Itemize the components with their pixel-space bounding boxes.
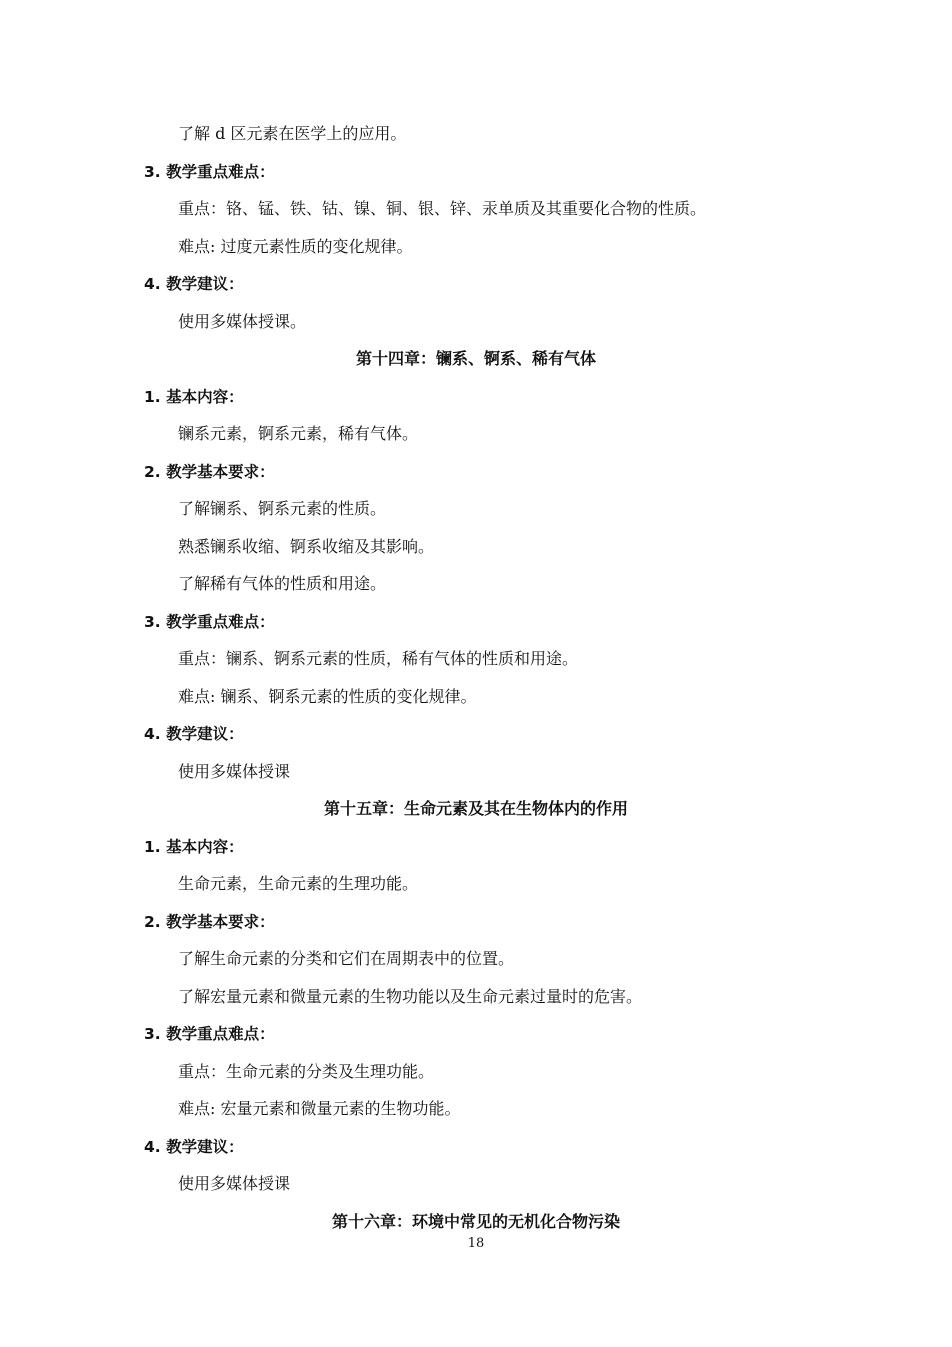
body-text-line: 生命元素，生命元素的生理功能。: [178, 874, 419, 893]
section-heading: 1. 基本内容：: [144, 388, 244, 406]
body-text-line: 使用多媒体授课: [178, 1174, 291, 1193]
chapter-title: 第十六章：环境中常见的无机化合物污染: [331, 1212, 620, 1231]
section-heading: 3. 教学重点难点：: [144, 613, 275, 631]
body-text-line: 了解 d 区元素在医学上的应用。: [178, 124, 407, 143]
body-text-line: 了解镧系、锕系元素的性质。: [178, 499, 387, 518]
section-heading: 4. 教学建议：: [144, 725, 244, 743]
body-text-line: 镧系元素，锕系元素，稀有气体。: [178, 424, 419, 443]
body-text-line: 了解生命元素的分类和它们在周期表中的位置。: [178, 949, 515, 968]
section-heading: 3. 教学重点难点：: [144, 1025, 275, 1043]
section-heading: 1. 基本内容：: [144, 838, 244, 856]
section-heading: 2. 教学基本要求：: [144, 463, 275, 481]
section-heading: 4. 教学建议：: [144, 275, 244, 293]
body-text-line: 熟悉镧系收缩、锕系收缩及其影响。: [178, 537, 435, 556]
chapter-title: 第十五章：生命元素及其在生物体内的作用: [323, 799, 628, 818]
body-text-line: 使用多媒体授课。: [178, 312, 307, 331]
body-text-line: 重点：镧系、锕系元素的性质，稀有气体的性质和用途。: [178, 649, 579, 668]
body-text-line: 难点: 镧系、锕系元素的性质的变化规律。: [178, 687, 477, 706]
chapter-title: 第十四章：镧系、锕系、稀有气体: [355, 349, 596, 368]
section-heading: 2. 教学基本要求：: [144, 913, 275, 931]
section-heading: 3. 教学重点难点：: [144, 163, 275, 181]
body-text-line: 使用多媒体授课: [178, 762, 291, 781]
body-text-line: 重点：铬、锰、铁、钴、镍、铜、银、锌、汞单质及其重要化合物的性质。: [178, 199, 707, 218]
body-text-line: 了解稀有气体的性质和用途。: [178, 574, 387, 593]
section-heading: 4. 教学建议：: [144, 1138, 244, 1156]
body-text-line: 重点：生命元素的分类及生理功能。: [178, 1062, 435, 1081]
body-text-line: 了解宏量元素和微量元素的生物功能以及生命元素过量时的危害。: [178, 987, 643, 1006]
body-text-line: 难点: 宏量元素和微量元素的生物功能。: [178, 1099, 461, 1118]
body-text-line: 难点: 过度元素性质的变化规律。: [178, 237, 413, 256]
page-number: 18: [467, 1236, 485, 1251]
